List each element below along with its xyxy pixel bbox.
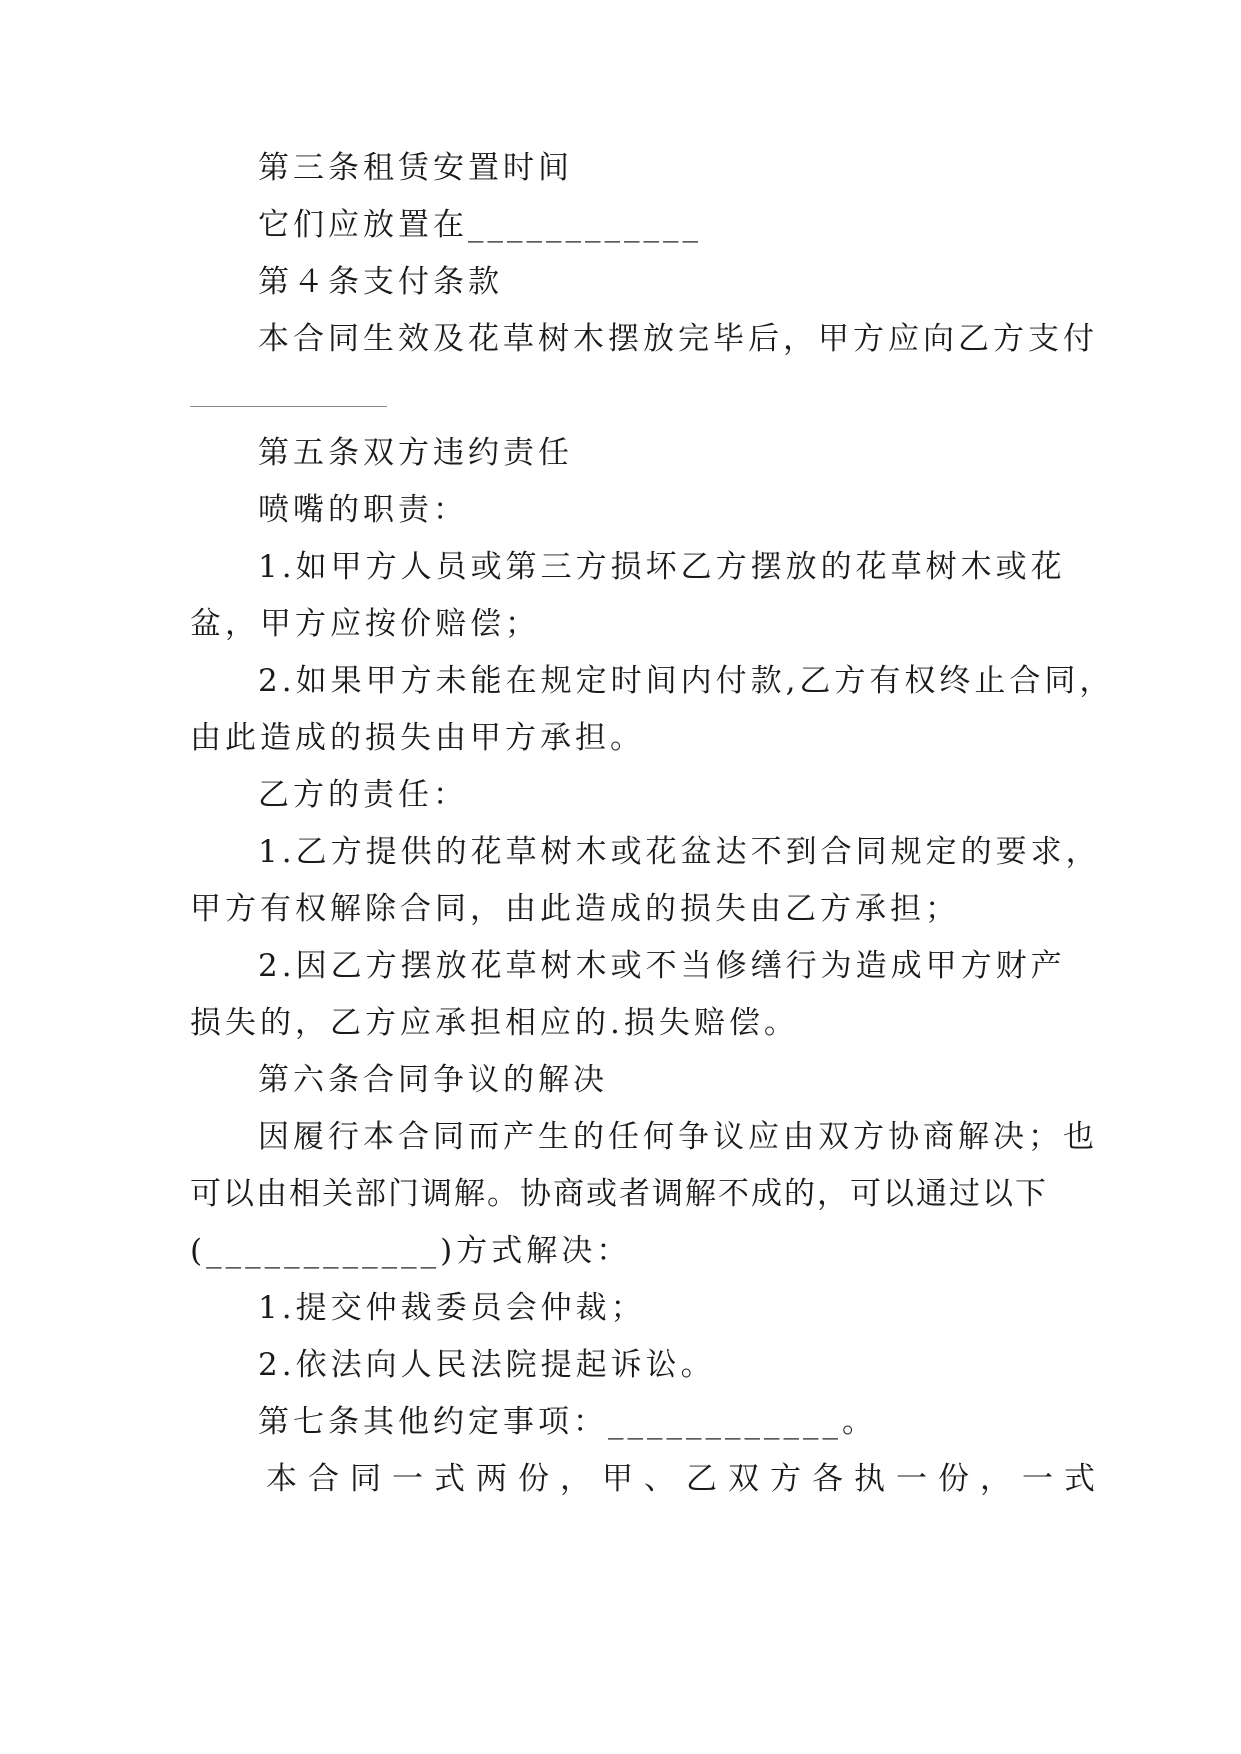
- party-a-duty-1-line-2: 盆，甲方应按价赔偿；: [190, 606, 540, 642]
- dispute-option-2: 2.依法向人民法院提起诉讼。: [258, 1347, 716, 1383]
- article-6-heading: 第六条合同争议的解决: [258, 1062, 608, 1098]
- article-7-line: 第七条其他约定事项：____________。: [258, 1404, 877, 1440]
- party-a-duties-heading: 喷嘴的职责：: [258, 492, 468, 528]
- party-b-duties-heading: 乙方的责任：: [258, 777, 468, 813]
- party-b-duty-2-line-2: 损失的，乙方应承担相应的.损失赔偿。: [190, 1005, 799, 1041]
- article-4-heading: 第４条支付条款: [258, 264, 503, 300]
- payment-clause-line: 本合同生效及花草树木摆放完毕后，甲方应向乙方支付: [258, 321, 1098, 357]
- dispute-line-3: (____________)方式解决：: [190, 1233, 632, 1269]
- party-a-duty-2-line-1: 2.如果甲方未能在规定时间内付款,乙方有权终止合同，: [258, 663, 1115, 699]
- copies-line: 本合同一式两份，甲、乙双方各执一份，一式: [266, 1461, 1106, 1497]
- article-5-heading: 第五条双方违约责任: [258, 435, 573, 471]
- dispute-line-2: 可以由相关部门调解。协商或者调解不成的，可以通过以下: [190, 1176, 1048, 1212]
- dispute-option-1: 1.提交仲裁委员会仲裁；: [258, 1290, 646, 1326]
- party-b-duty-1-line-1: 1.乙方提供的花草树木或花盆达不到合同规定的要求，: [258, 834, 1101, 870]
- article-3-heading: 第三条租赁安置时间: [258, 150, 573, 186]
- party-b-duty-2-line-1: 2.因乙方摆放花草树木或不当修缮行为造成甲方财产: [258, 948, 1066, 984]
- party-a-duty-2-line-2: 由此造成的损失由甲方承担。: [190, 720, 645, 756]
- party-a-duty-1-line-1: 1.如甲方人员或第三方损坏乙方摆放的花草树木或花: [258, 549, 1066, 585]
- payment-blank-underline: [190, 406, 387, 407]
- dispute-line-1: 因履行本合同而产生的任何争议应由双方协商解决；也: [258, 1119, 1098, 1155]
- placement-line: 它们应放置在____________: [258, 207, 702, 243]
- party-b-duty-1-line-2: 甲方有权解除合同，由此造成的损失由乙方承担；: [190, 891, 960, 927]
